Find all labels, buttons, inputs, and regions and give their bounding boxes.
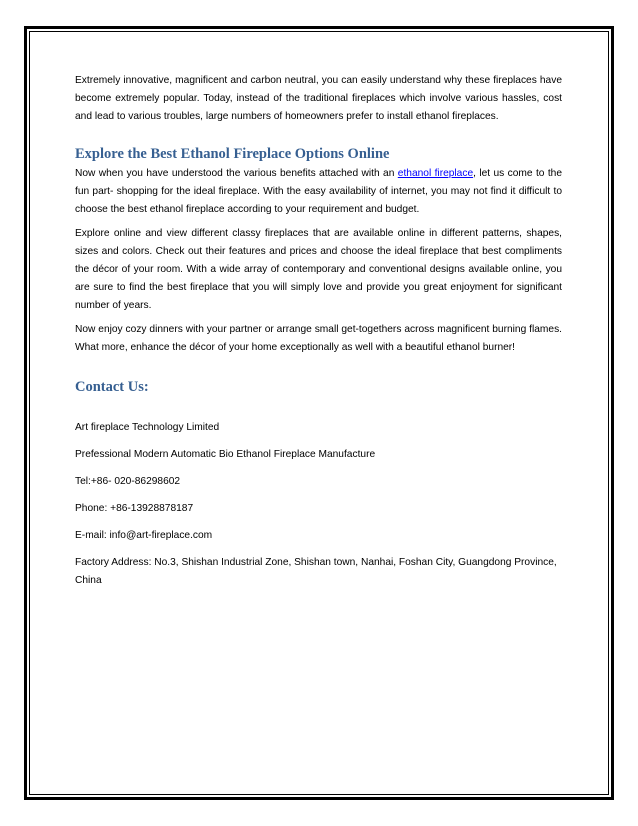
explore-paragraph-2: Explore online and view different classy fireplaces that are available online in different patterns, shapes, sizes and colors. Check out their features and prices and choose the ideal fireplace that best compliments the décor of your room. With a wide array of contemporary and conventional designs available online, you are sure to find the best fireplace that you will simply love and provide you great enjoyment for significant number of years. (75, 228, 562, 311)
contact-email: E-mail: info@art-fireplace.com (75, 530, 213, 541)
contact-tel: Tel:+86- 020-86298602 (75, 476, 181, 487)
contact-company: Art fireplace Technology Limited (75, 422, 220, 433)
intro-paragraph: Extremely innovative, magnificent and carbon neutral, you can easily understand why these fireplaces have become extremely popular. Today, instead of the traditional fireplaces which involve various hassles, cost and lead to various troubles, large numbers of homeowners prefer to install ethanol fireplaces. (75, 75, 562, 122)
explore-p1-text-start: Now when you have understood the various benefits attached with an (75, 168, 398, 179)
explore-p1-text-end: , let us come to the fun part- shopping for the ideal fireplace. With the easy availability of internet, you may not find it difficult to choose the best ethanol fireplace according to your requirement and budget. (75, 168, 562, 215)
ethanol-fireplace-link[interactable]: ethanol fireplace (397, 168, 474, 179)
explore-paragraph-1 (75, 165, 562, 219)
contact-address: Factory Address: No.3, Shishan Industrial Zone, Shishan town, Nanhai, Foshan City, Guangdong Province, China (75, 557, 557, 586)
explore-paragraph-3: Now enjoy cozy dinners with your partner or arrange small get-togethers across magnificent burning flames. What more, enhance the décor of your home exceptionally as well with a beautiful ethanol burner! (75, 324, 562, 353)
contact-tagline: Prefessional Modern Automatic Bio Ethanol Fireplace Manufacture (75, 449, 376, 460)
contact-phone: Phone: +86-13928878187 (75, 503, 194, 514)
contact-section (75, 378, 562, 590)
document-body (75, 72, 562, 590)
section-heading-explore: Explore the Best Ethanol Fireplace Options Online (75, 146, 390, 162)
contact-heading: Contact Us: (75, 379, 149, 395)
